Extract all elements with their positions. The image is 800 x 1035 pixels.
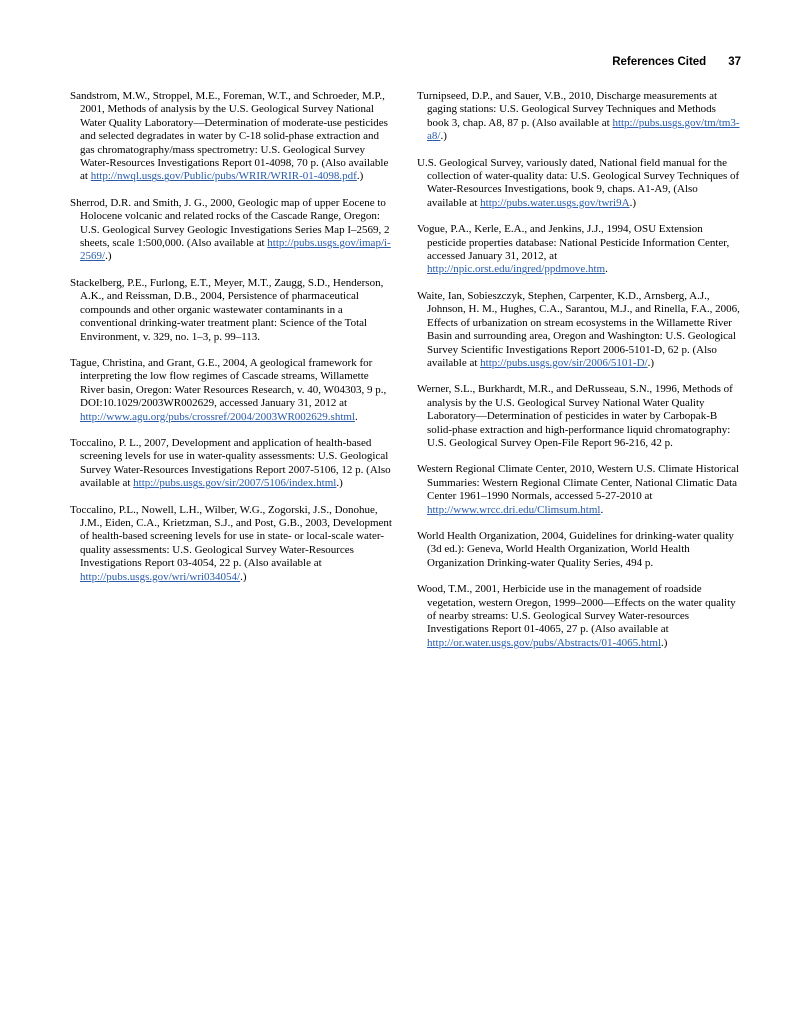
reference-text: Toccalino, P. L., 2007, Development and application of health-based screening levels for use in water-quality assessments: U.S. Geological Survey Water-Resources Investigations Report 2007-5106, 12 p. (Also available at: [70, 436, 391, 490]
reference-link[interactable]: http://pubs.usgs.gov/sir/2006/5101-D/: [480, 356, 648, 369]
reference-text: .): [647, 356, 655, 369]
reference-link[interactable]: http://pubs.usgs.gov/wri/wri034054/: [80, 570, 241, 583]
reference-text: .: [354, 410, 358, 423]
reference-text: Toccalino, P.L., Nowell, L.H., Wilber, W.G., Zogorski, J.S., Donohue, J.M., Eiden, C.A., Krietzman, S.J., and Post, G.B., 2003, Development of health-based screening levels for use in state- or local-scale water-quality assessments: U.S. Geological Survey Water-Resources Investigations Report 03-4054, 22 p. (Also available at: [70, 503, 392, 570]
reference-text: .): [440, 130, 447, 143]
reference-link[interactable]: http://pubs.water.usgs.gov/twri9A: [480, 196, 630, 209]
reference-entry: [70, 357, 393, 424]
reference-entry: [70, 90, 393, 184]
reference-text: Western Regional Climate Center, 2010, Western U.S. Climate Historical Summaries: Western Regional Climate Center, National Climatic Data Center 1961–1990 Normals, accessed 5-27-2010 at: [417, 463, 740, 503]
reference-link[interactable]: http://or.water.usgs.gov/pubs/Abstracts/01-4065.html: [427, 636, 662, 649]
reference-text: .): [336, 477, 343, 490]
reference-text: .): [240, 570, 247, 583]
reference-entry: [70, 277, 393, 344]
references-column-left: [70, 90, 393, 663]
reference-entry: [70, 437, 393, 491]
reference-text: Sandstrom, M.W., Stroppel, M.E., Foreman, W.T., and Schroeder, M.P., 2001, Methods of analysis by the U.S. Geological Survey National Water Quality Laboratory—Determination of moderate-use pesticides and selected degradates in water by C-18 solid-phase extraction and gas chromatography/mass spectrometry: U.S. Geological Survey Water-Resources Investigations Report 01-4098, 70 p. (Also available at: [70, 90, 389, 183]
reference-text: .): [356, 170, 364, 183]
reference-link[interactable]: http://www.agu.org/pubs/crossref/2004/2003WR002629.shtml: [80, 410, 355, 423]
references-column-right: [417, 90, 740, 663]
reference-text: U.S. Geological Survey, variously dated, National field manual for the collection of water-quality data: U.S. Geological Survey Techniques of Water-Resources Investigations, book 9, chaps. A1-A9, (Also available at: [417, 156, 740, 209]
reference-text: Waite, Ian, Sobieszczyk, Stephen, Carpenter, K.D., Arnsberg, A.J., Johnson, H. M., Hughes, C.A., Sarantou, M.J., and Rinella, F.A., 2006, Effects of urbanization on stream ecosystems in the Willamette River Basin and surrounding area, Oregon and Washington: U.S. Geological Survey Scientific Investigations Report 2006-5101-D, 62 p. (Also available at: [417, 289, 740, 369]
reference-link[interactable]: http://nwql.usgs.gov/Public/pubs/WRIR/WRIR-01-4098.pdf: [90, 170, 357, 183]
reference-link[interactable]: http://pubs.usgs.gov/imap/i-2569/: [80, 237, 391, 263]
page-number: 37: [728, 56, 741, 68]
reference-text: Wood, T.M., 2001, Herbicide use in the management of roadside vegetation, western Oregon, 1999–2000—Effects on the water quality of nearby streams: U.S. Geological Survey Water-resources Investigations Report 01-4065, 27 p. (Also available at: [417, 583, 736, 636]
reference-link[interactable]: http://www.wrcc.dri.edu/Climsum.html: [427, 503, 601, 516]
reference-link[interactable]: http://pubs.usgs.gov/tm/tm3-a8/: [427, 116, 740, 143]
reference-text: .): [661, 636, 668, 649]
reference-entry: [417, 383, 740, 450]
reference-text: .: [605, 263, 608, 276]
reference-text: Sherrod, D.R. and Smith, J. G., 2000, Geologic map of upper Eocene to Holocene volcanic and related rocks of the Cascade Range, Oregon: U.S. Geological Survey Geologic Investigations Series Map I–2569, 2 sheets, scale 1:500,000. (Also available at: [70, 196, 390, 250]
reference-text: Tague, Christina, and Grant, G.E., 2004, A geological framework for interpreting the low flow regimes of Cascade streams, Willamette River basin, Oregon: Water Resources Research, v. 40, W04303, 9 p., DOI:10.1029/2003WR002629, accessed January 31, 2012 at: [70, 356, 387, 410]
reference-entry: [417, 583, 740, 650]
reference-text: Werner, S.L., Burkhardt, M.R., and DeRusseau, S.N., 1996, Methods of analysis by the U.S. Geological Survey National Water Quality Laboratory—Determination of pesticides in water by Carbopak-B solid-phase extraction and high-performance liquid chromatography: U.S. Geological Survey Open-File Report 96-216, 42 p.: [417, 383, 733, 449]
reference-text: Vogue, P.A., Kerle, E.A., and Jenkins, J.J., 1994, OSU Extension pesticide properties database: National Pesticide Information Center, accessed January 31, 2012, at: [417, 223, 730, 263]
reference-entry: [417, 90, 740, 144]
reference-text: Turnipseed, D.P., and Sauer, V.B., 2010, Discharge measurements at gaging stations: U.S. Geological Survey Techniques and Methods book 3, chap. A8, 87 p. (Also available at: [417, 90, 718, 129]
reference-text: .): [105, 250, 112, 263]
reference-entry: [417, 223, 740, 277]
reference-entry: [417, 463, 740, 517]
reference-text: .): [629, 196, 636, 209]
reference-entry: [70, 197, 393, 264]
reference-text: .: [600, 503, 604, 516]
references-columns: [70, 90, 740, 663]
reference-link[interactable]: http://npic.orst.edu/ingred/ppdmove.htm: [427, 263, 606, 276]
running-head-title: References Cited: [612, 56, 707, 68]
reference-text: Stackelberg, P.E., Furlong, E.T., Meyer, M.T., Zaugg, S.D., Henderson, A.K., and Reissman, D.B., 2004, Persistence of pharmaceutical compounds and other organic wastewater contaminants in a conventional drinking-water treatment plant: Science of the Total Environment, v. 329, no. 1–3, p. 99–113.: [70, 276, 384, 343]
reference-text: World Health Organization, 2004, Guidelines for drinking-water quality (3d ed.): Geneva, World Health Organization, World Health Organization Drinking-water Quality Series, 494 p.: [417, 529, 734, 569]
reference-entry: [417, 290, 740, 370]
reference-entry: [70, 504, 393, 584]
reference-entry: [417, 157, 740, 211]
reference-link[interactable]: http://pubs.usgs.gov/sir/2007/5106/index.html: [133, 477, 337, 490]
page-header: [70, 56, 741, 68]
reference-entry: [417, 530, 740, 570]
